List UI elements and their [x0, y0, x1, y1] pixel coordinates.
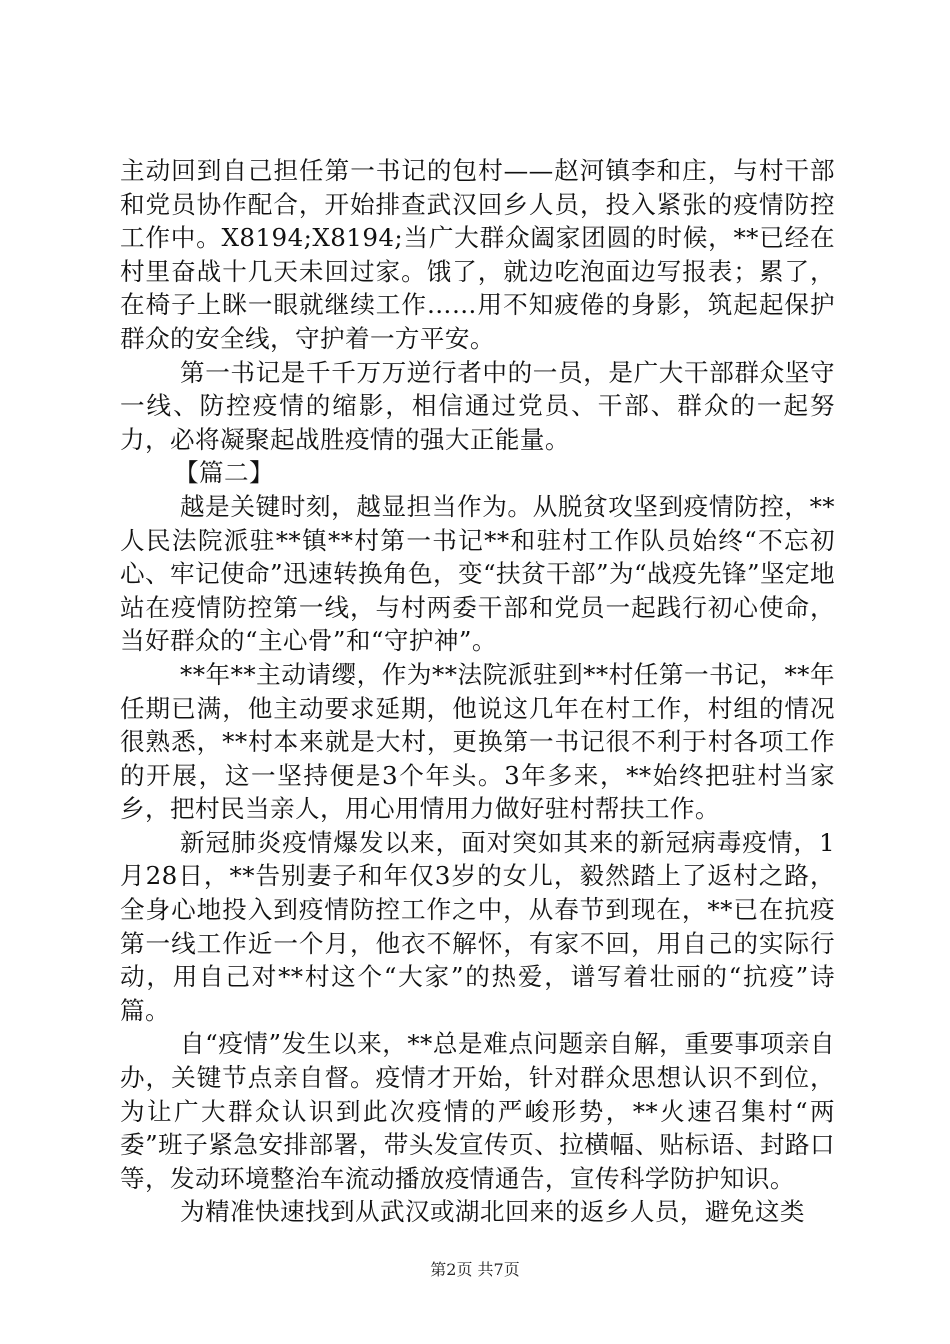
- section-heading: 【篇二】: [174, 458, 274, 488]
- paragraph-locate-returnees: 为精准快速找到从武汉或湖北回来的返乡人员，避免这类: [180, 1197, 805, 1227]
- paragraph-key-moment: 越是关键时刻，越显担当作为。从脱贫攻坚到疫情防控，**人民法院派驻**镇**村第一书记**和驻村工作队员始终“不忘初心、牢记使命”迅速转换角色，变“扶贫干部”为“战疫先锋”坚定地站在疫情防控第一线，与村两委干部和党员一起践行初心使命，当好群众的“主心骨”和“守护神”。: [120, 491, 835, 656]
- paragraph-since-epidemic: 自“疫情”发生以来，**总是难点问题亲自解，重要事项亲自办，关键节点亲自督。疫情才开始，针对群众思想认识不到位，为让广大群众认识到此次疫情的严峻形势，**火速召集村“两委”班子紧急安排部署，带头发宣传页、拉横幅、贴标语、封路口等，发动环境整治车流动播放疫情通告，宣传科学防护知识。: [120, 1029, 835, 1193]
- paragraph-first-secretary-summary: 第一书记是千千万万逆行者中的一员，是广大干部群众坚守一线、防控疫情的缩影，相信通过党员、干部、群众的一起努力，必将凝聚起战胜疫情的强大正能量。: [120, 357, 835, 454]
- paragraph-volunteer: **年**主动请缨，作为**法院派驻到**村任第一书记，**年任期已满，他主动要求延期，他说这几年在村工作，村组的情况很熟悉，**村本来就是大村，更换第一书记很不利于村各项工作的开展，这一坚持便是3个年头。3年多来，**始终把驻村当家乡，把村民当亲人，用心用情用力做好驻村帮扶工作。: [120, 659, 835, 824]
- paragraph-outbreak: 新冠肺炎疫情爆发以来，面对突如其来的新冠病毒疫情，1月28日，**告别妻子和年仅3岁的女儿，毅然踏上了返村之路，全身心地投入到疫情防控工作之中，从春节到现在，**已在抗疫第一线工作近一个月，他衣不解怀，有家不回，用自己的实际行动，用自己对**村这个“大家”的热爱，谱写着壮丽的“抗疫”诗篇。: [120, 827, 835, 1025]
- paragraph-continuation: 主动回到自己担任第一书记的包村——赵河镇李和庄，与村干部和党员协作配合，开始排查武汉回乡人员，投入紧张的疫情防控工作中。X8194;X8194;当广大群众阖家团圆的时候，**已经在村里奋战十几天未回过家。饿了，就边吃泡面边写报表；累了，在椅子上眯一眼就继续工作……用不知疲倦的身影，筑起起保护群众的安全线，守护着一方平安。: [120, 156, 835, 353]
- document-body: [120, 154, 835, 1229]
- page-footer: 第2页 共7页: [430, 1260, 520, 1279]
